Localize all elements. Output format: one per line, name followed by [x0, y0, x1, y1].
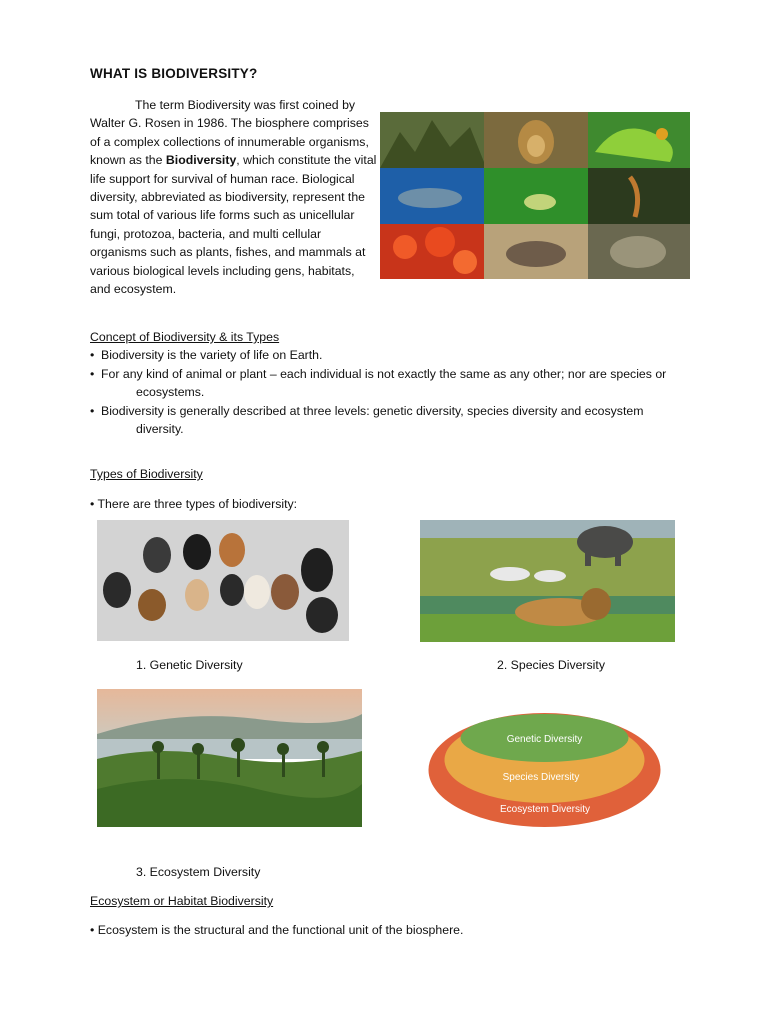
ecosystem-diversity-image: [97, 689, 362, 827]
types-heading: Types of Biodiversity: [90, 467, 203, 481]
types-bullet-text: There are three types of biodiversity:: [97, 497, 298, 511]
bullet-mark: •: [90, 366, 95, 381]
ecosystem-heading: Ecosystem or Habitat Biodiversity: [90, 894, 274, 908]
diversity-levels-diagram: [428, 712, 661, 828]
concept-section: [90, 328, 690, 438]
caption-species: 2. Species Diversity: [497, 658, 605, 672]
concept-bullet: [90, 402, 690, 439]
ring-label-species: Species Diversity: [502, 772, 580, 783]
intro-text-1: The term Biodiversity was first coined by Walter G. Rosen in 1986. The biosphere comprises of a complex collections of innumerable organisms, known as the: [90, 98, 369, 168]
caption-ecosystem: 3. Ecosystem Diversity: [136, 865, 261, 879]
ecosystem-bullet: [90, 923, 463, 937]
concept-bullet-text: Biodiversity is generally described at three levels: genetic diversity, species diversity and ecosystem diversity.: [101, 403, 644, 437]
ecosystem-bullet-text: Ecosystem is the structural and the functional unit of the biosphere.: [97, 923, 464, 937]
bullet-mark: •: [90, 923, 95, 937]
concept-bullet-text: Biodiversity is the variety of life on Earth.: [101, 348, 323, 363]
bullet-mark: •: [90, 348, 95, 363]
intro-bold-term: Biodiversity: [165, 153, 237, 168]
concept-bullet: [90, 346, 690, 364]
intro-text-2: , which constitute the vital life support for survival of human race. Biological diversity, abbreviated as biodiversity, represent the sum total of various life forms such as unicellular fungi, protozoa, bacteria, and multi cellular organisms such as plants, fishes, and mammals at various biological levels including gens, habitats, and ecosystem.: [90, 153, 377, 297]
caption-genetic: 1. Genetic Diversity: [136, 658, 243, 672]
page-title: WHAT IS BIODIVERSITY?: [90, 66, 258, 81]
species-diversity-image: [420, 520, 675, 642]
bullet-mark: •: [90, 403, 95, 418]
genetic-diversity-image: [97, 520, 349, 641]
ring-label-ecosystem: Ecosystem Diversity: [499, 804, 591, 815]
concept-heading: Concept of Biodiversity & its Types: [90, 330, 280, 344]
concept-bullet: [90, 365, 690, 402]
bullet-mark: •: [90, 497, 95, 511]
biodiversity-collage-image: [380, 112, 690, 279]
ring-label-genetic: Genetic Diversity: [506, 734, 583, 745]
concept-bullet-text: For any kind of animal or plant – each individual is not exactly the same as any other; nor are species or ecosystems.: [101, 366, 667, 400]
intro-paragraph: [90, 96, 378, 298]
types-bullet: [90, 497, 297, 511]
